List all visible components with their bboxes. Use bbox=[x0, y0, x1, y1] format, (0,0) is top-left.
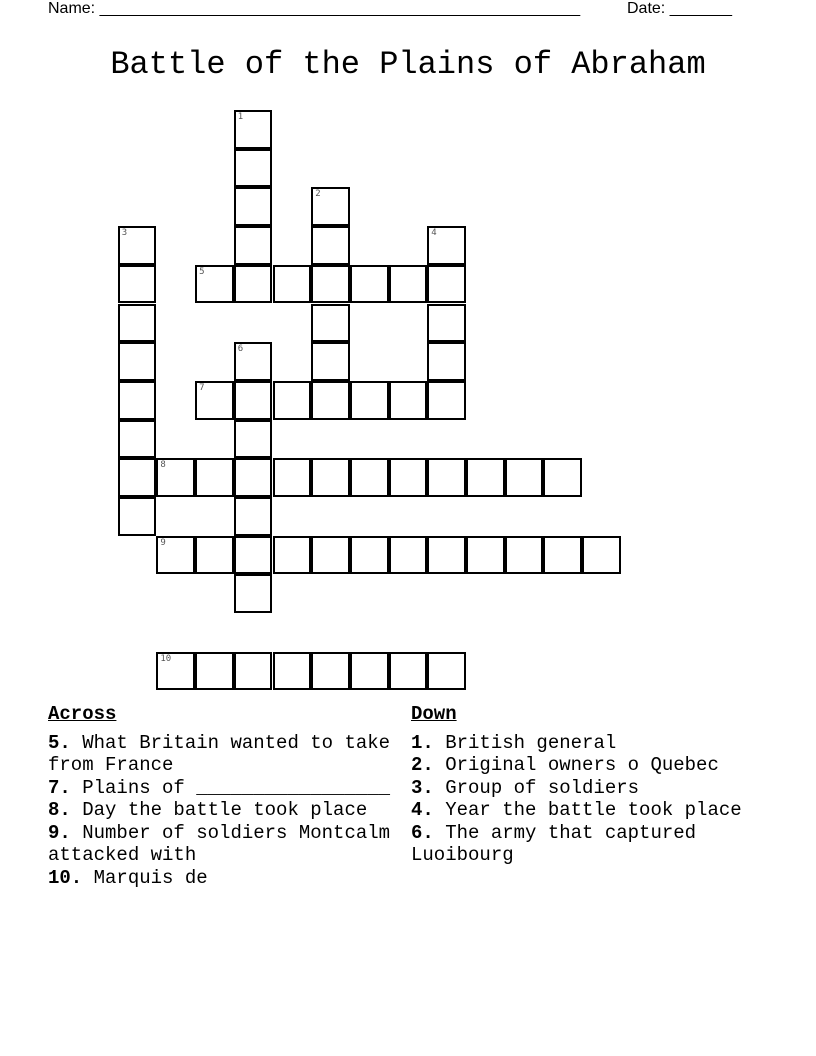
clue-number: 9. bbox=[48, 821, 71, 844]
cell-number: 10 bbox=[160, 653, 172, 664]
clue-text: Year the battle took place bbox=[445, 799, 742, 821]
grid-cell[interactable] bbox=[311, 226, 350, 265]
across-clue-8 bbox=[48, 799, 393, 822]
clue-text: Original owners o Quebec bbox=[445, 754, 719, 776]
grid-cell[interactable] bbox=[427, 458, 466, 497]
grid-cell[interactable] bbox=[234, 342, 273, 381]
grid-cell[interactable] bbox=[543, 458, 582, 497]
grid-cell[interactable] bbox=[234, 652, 273, 691]
cell-number: 6 bbox=[237, 344, 244, 355]
grid-cell[interactable] bbox=[311, 381, 350, 420]
grid-cell[interactable] bbox=[118, 458, 157, 497]
grid-cell[interactable] bbox=[505, 536, 544, 575]
clue-text: The army that captured Luoibourg bbox=[411, 821, 697, 866]
clue-number: 6. bbox=[411, 821, 434, 844]
grid-cell[interactable] bbox=[311, 652, 350, 691]
across-clue-7 bbox=[48, 777, 393, 800]
clue-text: Marquis de bbox=[93, 866, 208, 889]
grid-cell[interactable] bbox=[273, 536, 312, 575]
clue-number: 7. bbox=[48, 776, 71, 799]
grid-cell[interactable] bbox=[466, 536, 505, 575]
across-clue-5 bbox=[48, 732, 393, 777]
grid-cell[interactable] bbox=[389, 265, 428, 304]
grid-cell[interactable] bbox=[234, 265, 273, 304]
down-heading: Down bbox=[411, 703, 457, 725]
cell-number: 2 bbox=[315, 189, 321, 200]
clue-text: What Britain wanted to take from France bbox=[48, 731, 391, 776]
grid-cell[interactable] bbox=[427, 226, 466, 265]
cell-number: 5 bbox=[199, 266, 205, 277]
cell-number: 8 bbox=[160, 460, 166, 471]
date-field: Date: _______ bbox=[627, 0, 732, 17]
grid-cell[interactable] bbox=[118, 420, 157, 459]
grid-cell[interactable] bbox=[311, 536, 350, 575]
grid-cell[interactable] bbox=[582, 536, 621, 575]
grid-cell[interactable] bbox=[234, 536, 273, 575]
grid-cell[interactable] bbox=[350, 536, 389, 575]
clue-number: 4. bbox=[411, 799, 434, 821]
grid-cell[interactable] bbox=[311, 342, 350, 381]
grid-cell[interactable] bbox=[389, 458, 428, 497]
grid-cell[interactable] bbox=[118, 226, 157, 265]
grid-cell[interactable] bbox=[389, 536, 428, 575]
across-clues bbox=[48, 703, 393, 889]
grid-cell[interactable] bbox=[195, 381, 234, 420]
grid-cell[interactable] bbox=[118, 381, 157, 420]
grid-cell[interactable] bbox=[234, 497, 273, 536]
down-clue-6 bbox=[411, 822, 771, 867]
clue-number: 3. bbox=[411, 776, 434, 799]
grid-cell[interactable] bbox=[427, 536, 466, 575]
across-heading: Across bbox=[48, 703, 117, 725]
cell-number: 9 bbox=[160, 537, 166, 548]
grid-cell[interactable] bbox=[195, 652, 234, 691]
grid-cell[interactable] bbox=[273, 458, 312, 497]
clue-text: Group of soldiers bbox=[445, 776, 640, 799]
clue-number: 2. bbox=[411, 754, 434, 776]
cell-number: 3 bbox=[121, 228, 128, 239]
grid-cell[interactable] bbox=[389, 652, 428, 691]
cell-number: 1 bbox=[237, 112, 244, 122]
grid-cell[interactable] bbox=[195, 458, 234, 497]
grid-cell[interactable] bbox=[311, 458, 350, 497]
clue-text: Plains of _________________ bbox=[82, 776, 391, 799]
clue-number: 10. bbox=[48, 866, 83, 889]
grid-cell[interactable] bbox=[543, 536, 582, 575]
grid-cell[interactable] bbox=[273, 652, 312, 691]
grid-cell[interactable] bbox=[156, 536, 195, 575]
grid-cell[interactable] bbox=[234, 187, 273, 226]
grid-cell[interactable] bbox=[118, 265, 157, 304]
clue-text: British general bbox=[445, 731, 617, 754]
down-clue-3 bbox=[411, 777, 771, 800]
grid-cell[interactable] bbox=[234, 149, 273, 188]
grid-cell[interactable] bbox=[427, 265, 466, 304]
grid-cell[interactable] bbox=[195, 265, 234, 304]
clue-number: 8. bbox=[48, 799, 71, 821]
grid-cell[interactable] bbox=[427, 381, 466, 420]
grid-cell[interactable] bbox=[311, 187, 350, 226]
grid-cell[interactable] bbox=[311, 304, 350, 343]
grid-cell[interactable] bbox=[273, 265, 312, 304]
grid-cell[interactable] bbox=[505, 458, 544, 497]
grid-cell[interactable] bbox=[234, 458, 273, 497]
grid-cell[interactable] bbox=[234, 110, 273, 149]
down-clues bbox=[411, 703, 771, 867]
grid-cell[interactable] bbox=[466, 458, 505, 497]
clue-number: 5. bbox=[48, 731, 71, 754]
down-clue-4 bbox=[411, 799, 771, 822]
clue-text: Number of soldiers Montcalm attacked with bbox=[48, 821, 391, 866]
cell-number: 7 bbox=[199, 382, 205, 393]
down-clue-2 bbox=[411, 754, 771, 777]
grid-cell[interactable] bbox=[389, 381, 428, 420]
grid-cell[interactable] bbox=[234, 226, 273, 265]
grid-cell[interactable] bbox=[427, 652, 466, 691]
grid-cell[interactable] bbox=[118, 497, 157, 536]
grid-cell[interactable] bbox=[234, 420, 273, 459]
clue-text: Day the battle took place bbox=[82, 799, 368, 821]
grid-cell[interactable] bbox=[350, 265, 389, 304]
page-title: Battle of the Plains of Abraham bbox=[110, 46, 706, 83]
grid-cell[interactable] bbox=[118, 342, 157, 381]
grid-cell[interactable] bbox=[156, 458, 195, 497]
grid-cell[interactable] bbox=[350, 652, 389, 691]
down-clue-1 bbox=[411, 732, 771, 755]
grid-cell[interactable] bbox=[350, 381, 389, 420]
grid-cell[interactable] bbox=[311, 265, 350, 304]
across-clue-9 bbox=[48, 822, 393, 867]
grid-cell[interactable] bbox=[195, 536, 234, 575]
grid-cell[interactable] bbox=[427, 342, 466, 381]
cell-number: 4 bbox=[431, 228, 437, 239]
grid-cell[interactable] bbox=[234, 574, 273, 613]
grid-cell[interactable] bbox=[350, 458, 389, 497]
grid-cell[interactable] bbox=[234, 381, 273, 420]
across-clue-10 bbox=[48, 867, 393, 890]
name-field: Name: ______________________________________________________ bbox=[48, 0, 581, 17]
grid-cell[interactable] bbox=[427, 304, 466, 343]
grid-cell[interactable] bbox=[273, 381, 312, 420]
grid-cell[interactable] bbox=[156, 652, 195, 691]
grid-cell[interactable] bbox=[118, 304, 157, 343]
clue-number: 1. bbox=[411, 731, 434, 754]
